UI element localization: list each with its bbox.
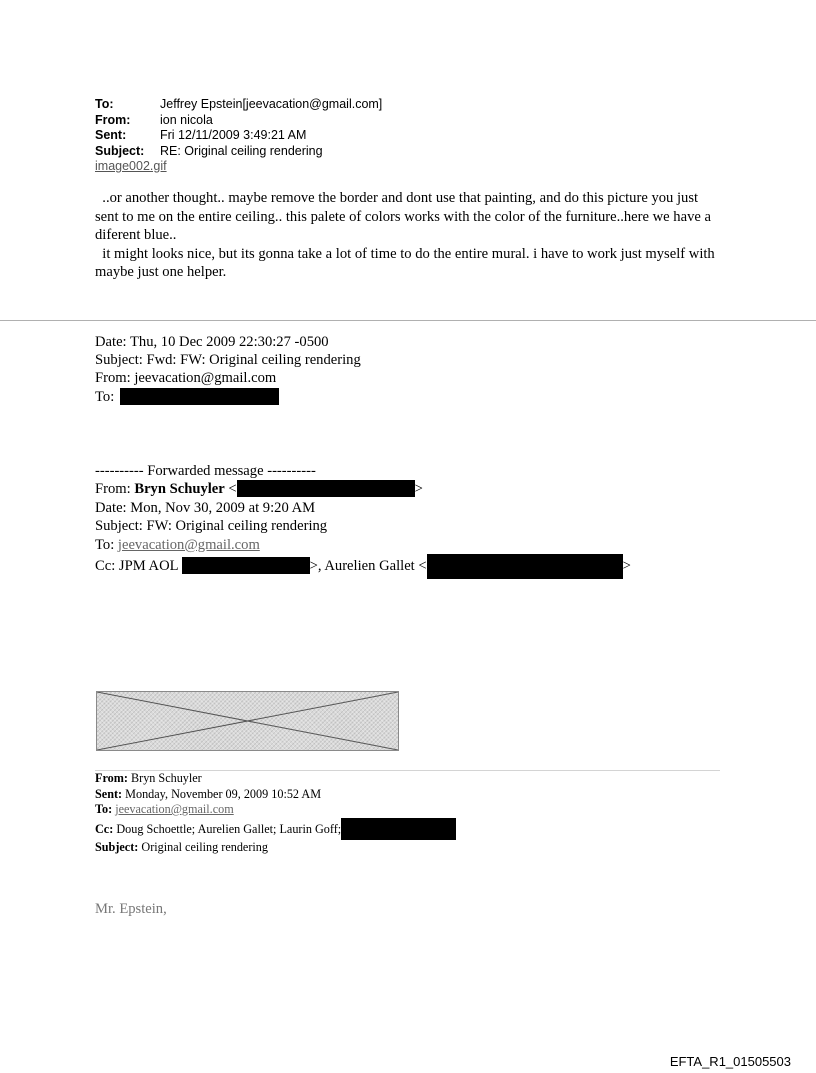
forward-header-1: [95, 333, 361, 406]
subject-row: [95, 144, 382, 160]
fwd1-from: From: jeevacation@gmail.com: [95, 370, 277, 387]
fwd2-from-name: Bryn Schuyler: [134, 481, 225, 498]
fwd1-subject: Subject: Fwd: FW: Original ceiling rendering: [95, 352, 361, 369]
to-label: To:: [95, 97, 114, 111]
orig-to-label: To:: [95, 802, 113, 816]
document-id: EFTA_R1_01505503: [669, 1054, 791, 1069]
redaction-box: [182, 557, 310, 574]
attachment-row: [95, 159, 382, 175]
to-value: Jeffrey Epstein[jeevacation@gmail.com]: [160, 97, 383, 111]
orig-from-value: Bryn Schuyler: [131, 771, 202, 785]
fwd1-to-row: [95, 388, 361, 406]
orig-cc-value: Doug Schoettle; Aurelien Gallet; Laurin Goff;: [116, 821, 342, 836]
sent-row: [95, 128, 382, 144]
orig-sent-row: [95, 787, 456, 803]
orig-from-label: From:: [95, 771, 128, 785]
email-header: [95, 97, 382, 175]
orig-from-row: [95, 771, 456, 787]
fwd2-separator: ---------- Forwarded message ----------: [95, 463, 316, 479]
fwd2-from-label: From:: [95, 481, 131, 498]
subject-value: RE: Original ceiling rendering: [160, 143, 323, 158]
orig-subject-label: Subject:: [95, 839, 139, 854]
divider: [0, 320, 816, 321]
greeting: Mr. Epstein,: [95, 901, 167, 917]
redaction-box: [427, 554, 623, 579]
subject-label: Subject:: [95, 143, 145, 158]
fwd2-cc-row: [95, 554, 631, 579]
fwd2-to-row: [95, 536, 631, 554]
fwd2-subject: Subject: FW: Original ceiling rendering: [95, 518, 328, 535]
redaction-box: [120, 388, 279, 405]
fwd2-from-open: <: [224, 481, 237, 498]
orig-cc-row: [95, 818, 456, 840]
orig-to-row: [95, 802, 456, 818]
redaction-box: [237, 480, 415, 497]
from-label: From:: [95, 112, 131, 127]
fwd2-cc-end: >: [622, 558, 631, 575]
broken-image-placeholder: [96, 691, 399, 751]
from-row: [95, 113, 382, 129]
fwd1-to-label: To:: [95, 388, 115, 405]
orig-sent-value: Monday, November 09, 2009 10:52 AM: [125, 786, 322, 801]
orig-cc-label: Cc:: [95, 821, 114, 836]
reply-paragraph-2: it might looks nice, but its gonna take a lot of time to do the entire mural. i have to work just myself with maybe just one helper.: [95, 245, 719, 280]
fwd2-cc-mid: >, Aurelien Gallet <: [309, 558, 427, 575]
original-message-header: [95, 771, 456, 855]
orig-sent-label: Sent:: [95, 786, 123, 801]
orig-subject-value: Original ceiling rendering: [141, 839, 268, 854]
fwd2-date: Date: Mon, Nov 30, 2009 at 9:20 AM: [95, 499, 316, 516]
redaction-box: [341, 818, 456, 840]
image-placeholder-cross: [97, 692, 398, 750]
fwd2-from-close: >: [414, 481, 423, 498]
fwd2-to-link[interactable]: jeevacation@gmail.com: [117, 536, 260, 553]
fwd1-date: Date: Thu, 10 Dec 2009 22:30:27 -0500: [95, 334, 329, 350]
sent-label: Sent:: [95, 128, 127, 142]
reply-body: [95, 189, 719, 282]
attachment-link[interactable]: image002.gif: [95, 159, 167, 173]
orig-to-link[interactable]: jeevacation@gmail.com: [115, 802, 234, 816]
fwd2-from-row: [95, 480, 631, 498]
fwd2-to-label: To:: [95, 536, 115, 553]
reply-paragraph-1: ..or another thought.. maybe remove the border and dont use that painting, and do this picture you just sent to me on the entire ceiling.. this palete of colors works with the color of the furniture..here we have a diferent blue..: [95, 190, 715, 243]
fwd2-cc-prefix: Cc: JPM AOL: [95, 558, 178, 575]
to-row: [95, 97, 382, 113]
from-value: ion nicola: [160, 112, 213, 127]
orig-subject-row: [95, 840, 456, 856]
sent-value: Fri 12/11/2009 3:49:21 AM: [160, 128, 307, 142]
forward-header-2: [95, 462, 631, 579]
